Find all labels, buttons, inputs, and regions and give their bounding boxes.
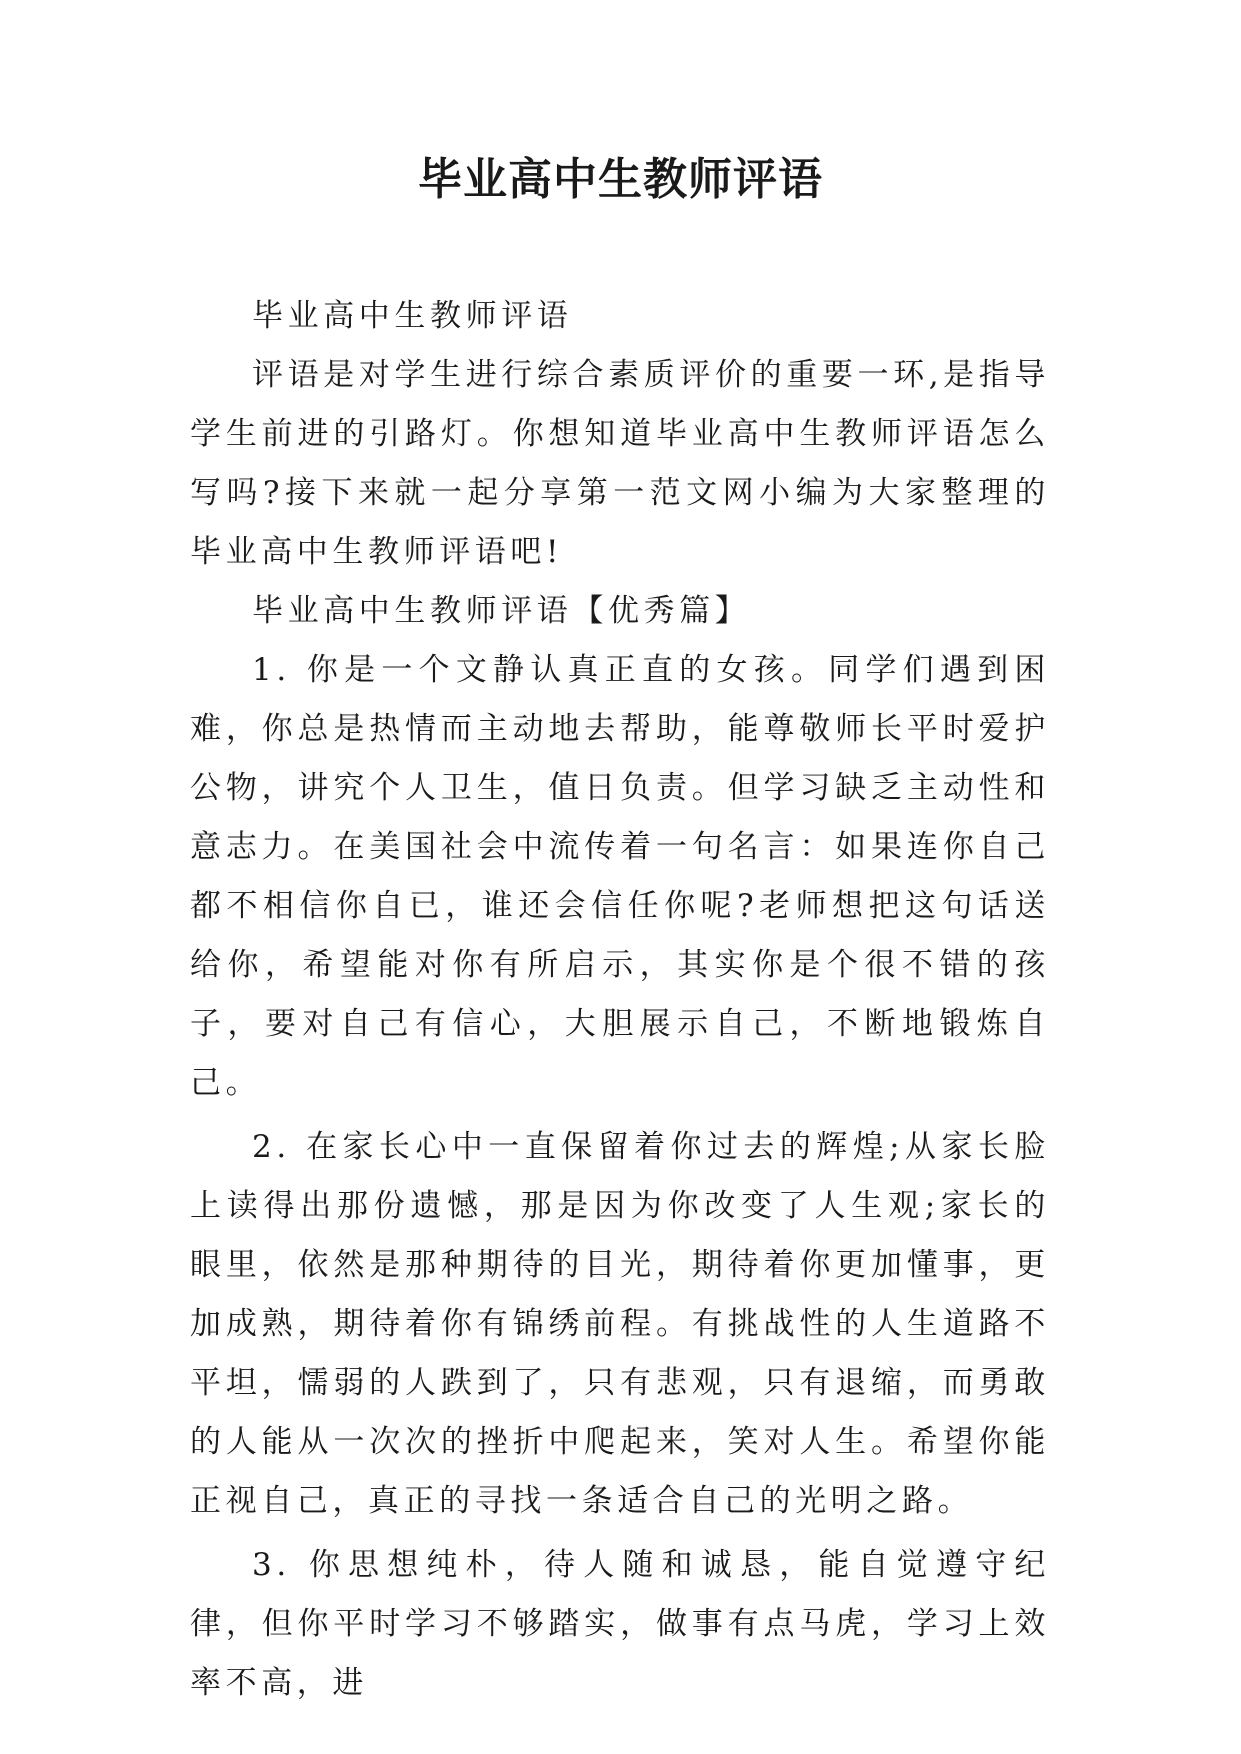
subtitle-paragraph: 毕业高中生教师评语 — [252, 298, 573, 334]
comment-paragraph-3: 3. 你思想纯朴，待人随和诚恳，能自觉遵守纪律，但你平时学习不够踏实，做事有点马虎，学习上效率不高，进 — [190, 1547, 1050, 1701]
section-heading-paragraph: 毕业高中生教师评语【优秀篇】 — [252, 593, 751, 629]
comment-paragraph-1: 1. 你是一个文静认真正直的女孩。同学们遇到困难，你总是热情而主动地去帮助，能尊敬师长平时爱护公物，讲究个人卫生，值日负责。但学习缺乏主动性和意志力。在美国社会中流传着一句名言：如果连你自己都不相信你自已，谁还会信任你呢?老师想把这句话送给你，希望能对你有所启示，其实你是个很不错的孩子，要对自己有信心，大胆展示自己，不断地锻炼自己。 — [190, 652, 1050, 1101]
comment-paragraph-2: 2. 在家长心中一直保留着你过去的辉煌;从家长脸上读得出那份遗憾，那是因为你改变了人生观;家长的眼里，依然是那种期待的目光，期待着你更加懂事，更加成熟，期待着你有锦绣前程。有挑战性的人生道路不平坦，懦弱的人跌到了，只有悲观，只有退缩，而勇敢的人能从一次次的挫折中爬起来，笑对人生。希望你能正视自己，真正的寻找一条适合自己的光明之路。 — [190, 1129, 1050, 1519]
document-body — [190, 287, 1050, 1713]
intro-paragraph: 评语是对学生进行综合素质评价的重要一环,是指导学生前进的引路灯。你想知道毕业高中生教师评语怎么写吗?接下来就一起分享第一范文网小编为大家整理的毕业高中生教师评语吧! — [190, 357, 1050, 570]
document-title: 毕业高中生教师评语 — [418, 154, 823, 205]
